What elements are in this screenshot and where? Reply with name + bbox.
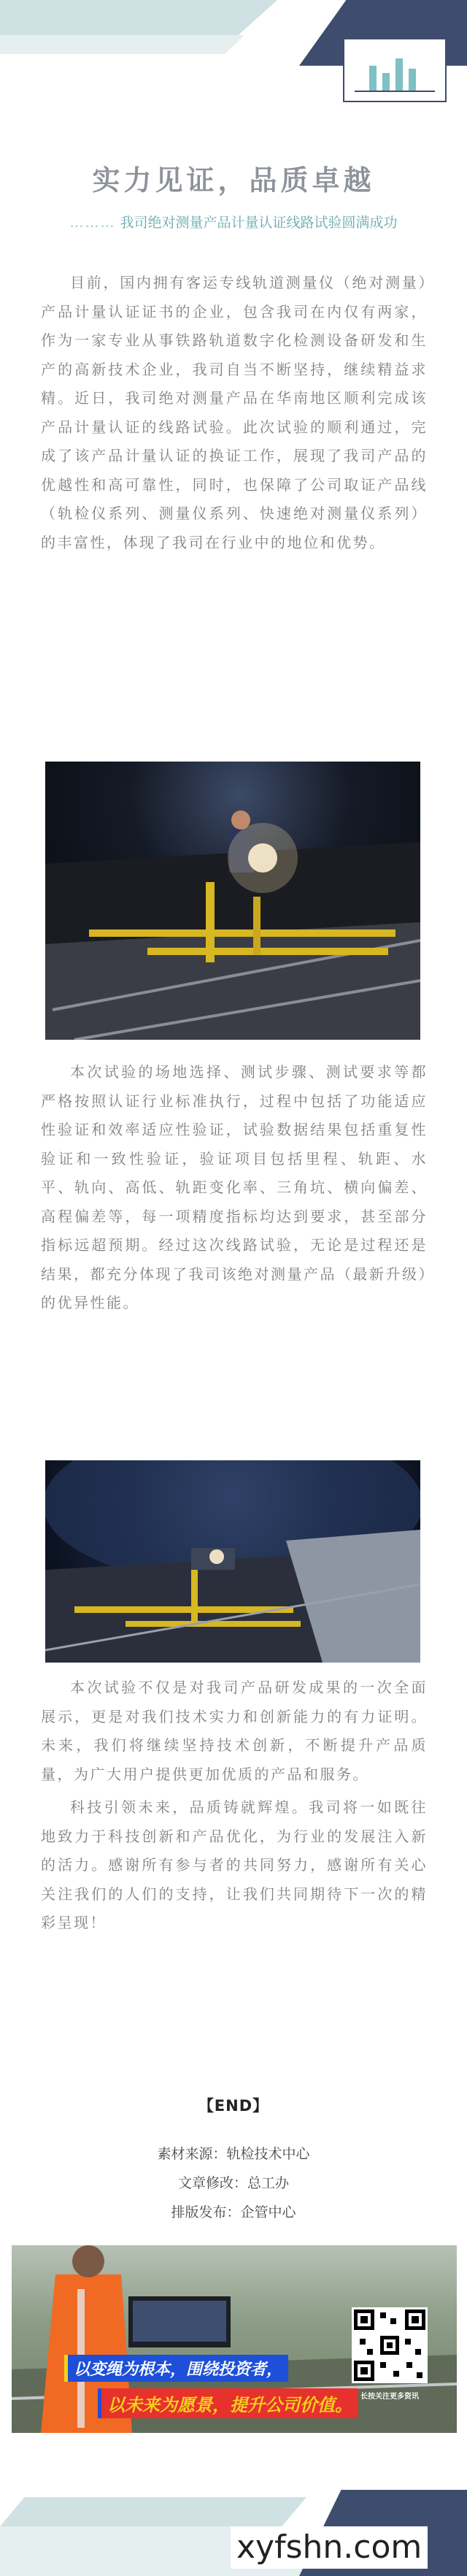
slogan-line-1: 以变绳为根本，围绕投资者，: [64, 2355, 288, 2382]
paragraph-closing: 科技引领未来，品质铸就辉煌。我司将一如既往地致力于科技创新和产品优化，为行业的发展注入新的活力。感谢所有参与者的共同努力，感谢所有关心关注我们的人们的支持，让我们共同期待下一次的精彩呈现！: [41, 1798, 428, 1931]
header-band-light: [0, 0, 277, 35]
page-subtitle: [0, 212, 467, 231]
paragraph-significance: 本次试验不仅是对我司产品研发成果的一次全面展示，更是对我们技术实力和创新能力的有力证明。未来，我们将继续坚持技术创新，不断提升产品质量，为广大用户提供更加优质的产品和服务。: [41, 1679, 428, 1783]
subtitle-dots: ………: [69, 215, 116, 231]
paragraph-test-details: 本次试验的场地选择、测试步骤、测试要求等都严格按照认证行业标准执行，过程中包括了功能适应性验证和效率适应性验证，试验数据结果包括重复性验证和一致性验证，验证项目包括里程、轨距、水平、轨向、高低、轨距变化率、三角坑、横向偏差、高程偏差等，每一项精度指标均达到要求，甚至部分指标远超预期。经过这次线路试验，无论是过程还是结果，都充分体现了我司该绝对测量产品（最新升级）的优异性能。: [41, 1063, 428, 1311]
credit-editor: 文章修改：总工办: [177, 2175, 289, 2191]
header-band-pale: [0, 35, 244, 54]
qr-code[interactable]: [352, 2307, 428, 2383]
qr-caption: 长按关注更多资讯: [360, 2393, 419, 2401]
slogan-line-2: 以未来为愿景，提升公司价值。: [98, 2388, 358, 2418]
footer-band-light: [0, 2497, 306, 2526]
trolley-photo-1: [45, 762, 420, 1040]
promo-banner: [12, 2245, 457, 2433]
bar-chart-icon: [343, 38, 447, 102]
subtitle-text: 我司绝对测量产品计量认证线路试验圆满成功: [120, 215, 398, 231]
end-mark: 【END】: [198, 2097, 269, 2115]
watermark: xyfshn.com: [231, 2526, 428, 2569]
trolley-photo-2: [45, 1460, 420, 1663]
page-title: 实力见证，品质卓越: [92, 164, 375, 196]
credit-source: 素材来源：轨检技术中心: [157, 2146, 310, 2162]
credit-publisher: 排版发布：企管中心: [171, 2204, 296, 2220]
paragraph-intro: 目前，国内拥有客运专线轨道测量仪（绝对测量）产品计量认证证书的企业，包含我司在内仅有两家，作为一家专业从事铁路轨道数字化检测设备研发和生产的高新技术企业，我司自当不断坚持，继续精益求精。近日，我司绝对测量产品在华南地区顺利完成该产品计量认证的线路试验。此次试验的顺利通过，完成了该产品计量认证的换证工作，展现了我司产品的优越性和高可靠性，同时，也保障了公司取证产品线（轨检仪系列、测量仪系列、快速绝对测量仪系列）的丰富性，体现了我司在行业中的地位和优势。: [41, 274, 428, 551]
